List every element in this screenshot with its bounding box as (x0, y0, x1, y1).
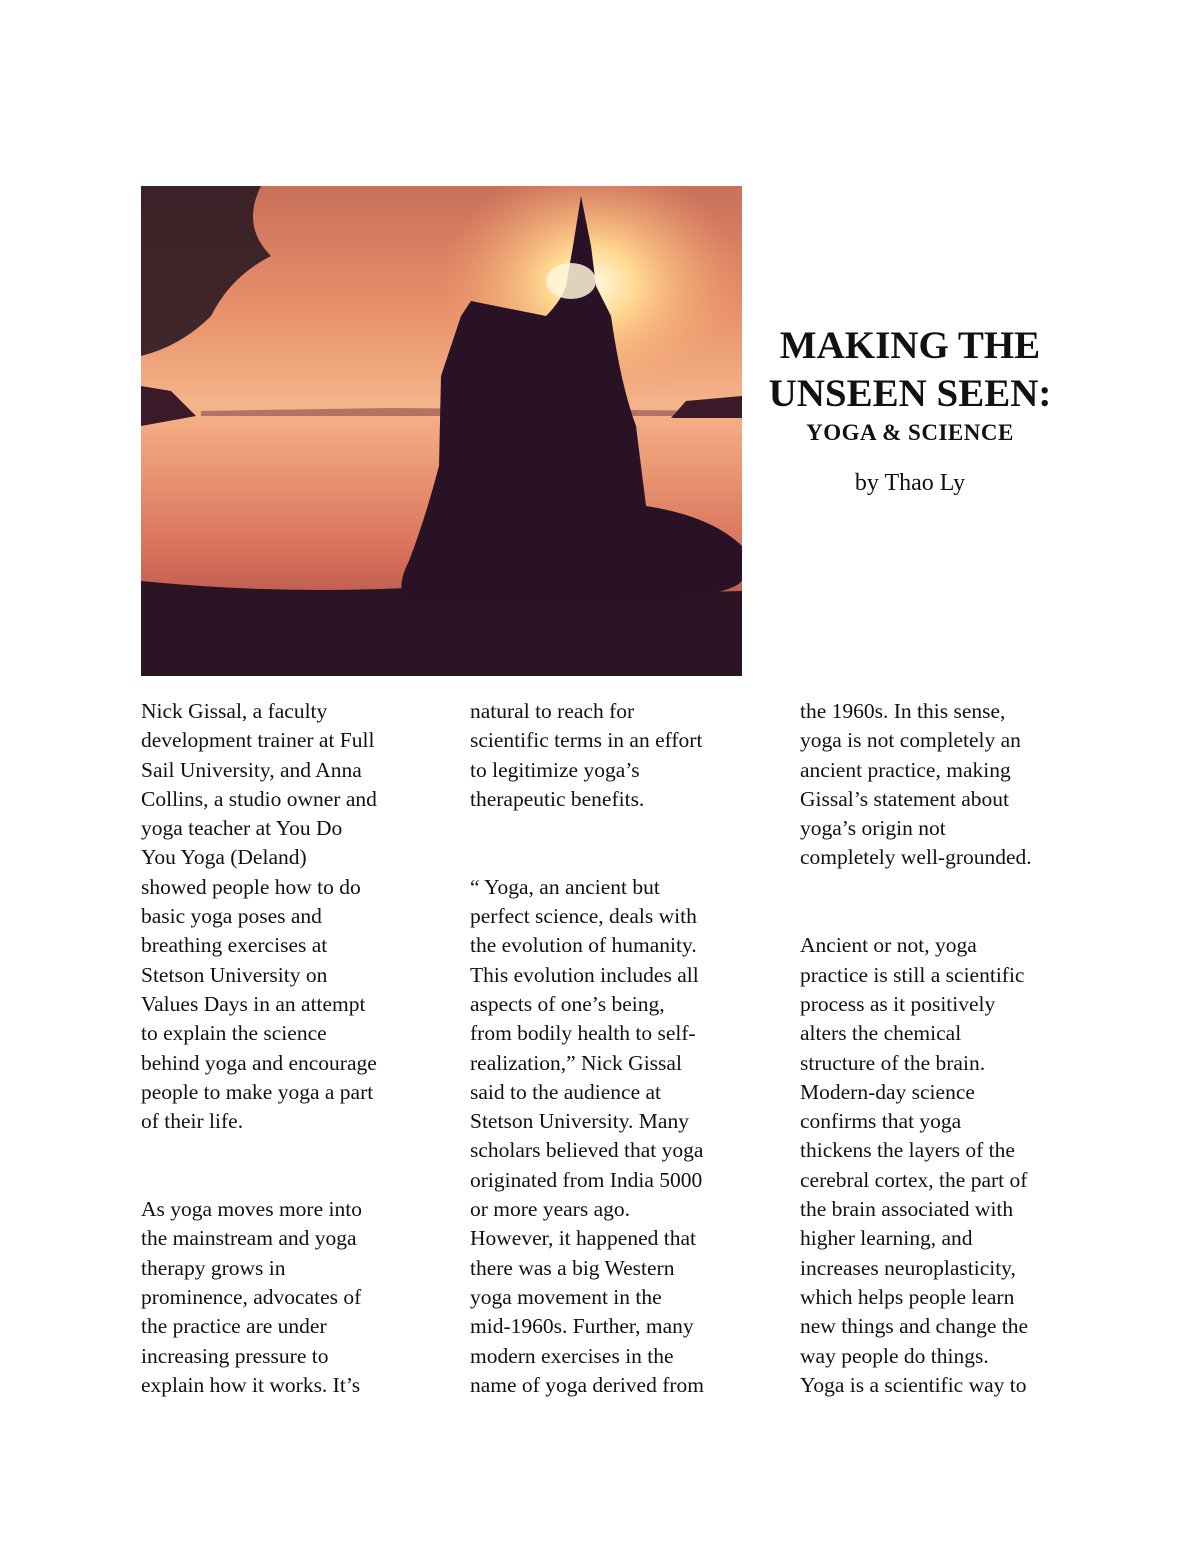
text-line: “ Yoga, an ancient but (470, 874, 660, 899)
text-line: Stetson University. Many (470, 1109, 689, 1134)
text-line: increases neuroplasticity, (800, 1255, 1016, 1280)
body-paragraph (470, 873, 704, 1400)
text-line: yoga teacher at You Do (141, 816, 343, 841)
text-line: aspects of one’s being, (470, 991, 665, 1016)
article-byline: by Thao Ly (854, 470, 966, 496)
text-line: therapeutic benefits. (470, 786, 645, 811)
text-line: scientific terms in an effort (470, 728, 703, 753)
text-line: development trainer at Full (141, 728, 375, 753)
text-line: Modern-day science (800, 1079, 975, 1104)
text-line: said to the audience at (470, 1079, 662, 1104)
text-line: to legitimize yoga’s (470, 757, 640, 782)
text-line: cerebral cortex, the part of (800, 1167, 1028, 1192)
text-line: the evolution of humanity. (470, 933, 697, 958)
article-title-line-1: MAKING THE (779, 324, 1041, 367)
text-line: there was a big Western (470, 1255, 675, 1280)
text-line: showed people how to do (141, 874, 361, 899)
text-line: which helps people learn (800, 1284, 1015, 1309)
text-line: Sail University, and Anna (141, 757, 362, 782)
text-line: Stetson University on (141, 962, 328, 987)
text-line: yoga’s origin not (800, 816, 946, 841)
text-line: completely well-grounded. (800, 845, 1032, 870)
body-paragraph (141, 1195, 377, 1400)
body-paragraph (800, 931, 1032, 1400)
text-line: realization,” Nick Gissal (470, 1050, 682, 1075)
text-line: practice is still a scientific (800, 962, 1025, 987)
text-line: structure of the brain. (800, 1050, 986, 1075)
text-column-2 (470, 697, 704, 1400)
text-line: perfect science, deals with (470, 904, 697, 929)
text-line: name of yoga derived from (470, 1372, 705, 1397)
text-line: process as it positively (800, 991, 996, 1016)
text-line: natural to reach for (470, 699, 635, 723)
text-line: people to make yoga a part (141, 1079, 374, 1104)
text-line: breathing exercises at (141, 933, 328, 958)
text-line: the brain associated with (800, 1197, 1014, 1222)
article-header (760, 322, 1060, 498)
text-column-1 (141, 697, 377, 1400)
text-line: scholars believed that yoga (470, 1138, 704, 1163)
article-subtitle: YOGA & SCIENCE (806, 420, 1014, 445)
text-line: basic yoga poses and (141, 904, 322, 929)
yoga-sunset-photo (141, 186, 742, 676)
body-paragraph (800, 697, 1032, 873)
text-line: Collins, a studio owner and (141, 786, 377, 811)
text-line: increasing pressure to (141, 1343, 329, 1368)
text-line: Values Days in an attempt (141, 991, 366, 1016)
text-line: However, it happened that (470, 1226, 697, 1251)
text-line: Gissal’s statement about (800, 786, 1009, 811)
body-paragraph (141, 697, 377, 1136)
text-line: This evolution includes all (470, 962, 699, 987)
text-line: yoga movement in the (470, 1284, 662, 1309)
text-line: to explain the science (141, 1021, 327, 1046)
text-line: from bodily health to self- (470, 1021, 696, 1046)
text-line: Yoga is a scientific way to (800, 1372, 1027, 1397)
text-line: alters the chemical (800, 1021, 962, 1046)
text-line: Ancient or not, yoga (800, 933, 977, 958)
text-line: ancient practice, making (800, 757, 1011, 782)
text-line: mid-1960s. Further, many (470, 1314, 694, 1339)
text-line: yoga is not completely an (800, 728, 1021, 753)
text-line: thickens the layers of the (800, 1138, 1015, 1163)
text-line: the mainstream and yoga (141, 1226, 357, 1251)
paragraph-gap (141, 1136, 377, 1195)
text-line: the 1960s. In this sense, (800, 699, 1006, 723)
text-line: explain how it works. It’s (141, 1372, 361, 1397)
text-line: or more years ago. (470, 1197, 630, 1222)
text-line: way people do things. (800, 1343, 989, 1368)
body-paragraph (470, 697, 704, 814)
text-line: behind yoga and encourage (141, 1050, 377, 1075)
text-line: modern exercises in the (470, 1343, 674, 1368)
text-line: You Yoga (Deland) (141, 845, 307, 870)
text-line: the practice are under (141, 1314, 327, 1339)
text-line: Nick Gissal, a faculty (141, 699, 328, 723)
text-line: confirms that yoga (800, 1109, 962, 1134)
text-line: higher learning, and (800, 1226, 973, 1251)
text-line: new things and change the (800, 1314, 1029, 1339)
text-line: originated from India 5000 (470, 1167, 703, 1192)
text-line: prominence, advocates of (141, 1284, 362, 1309)
paragraph-gap (800, 873, 1032, 932)
text-line: of their life. (141, 1109, 244, 1134)
paragraph-gap (470, 814, 704, 873)
text-line: As yoga moves more into (141, 1197, 362, 1222)
text-line: therapy grows in (141, 1255, 286, 1280)
article-title-line-2: UNSEEN SEEN: (768, 372, 1052, 415)
text-column-3 (800, 697, 1032, 1400)
